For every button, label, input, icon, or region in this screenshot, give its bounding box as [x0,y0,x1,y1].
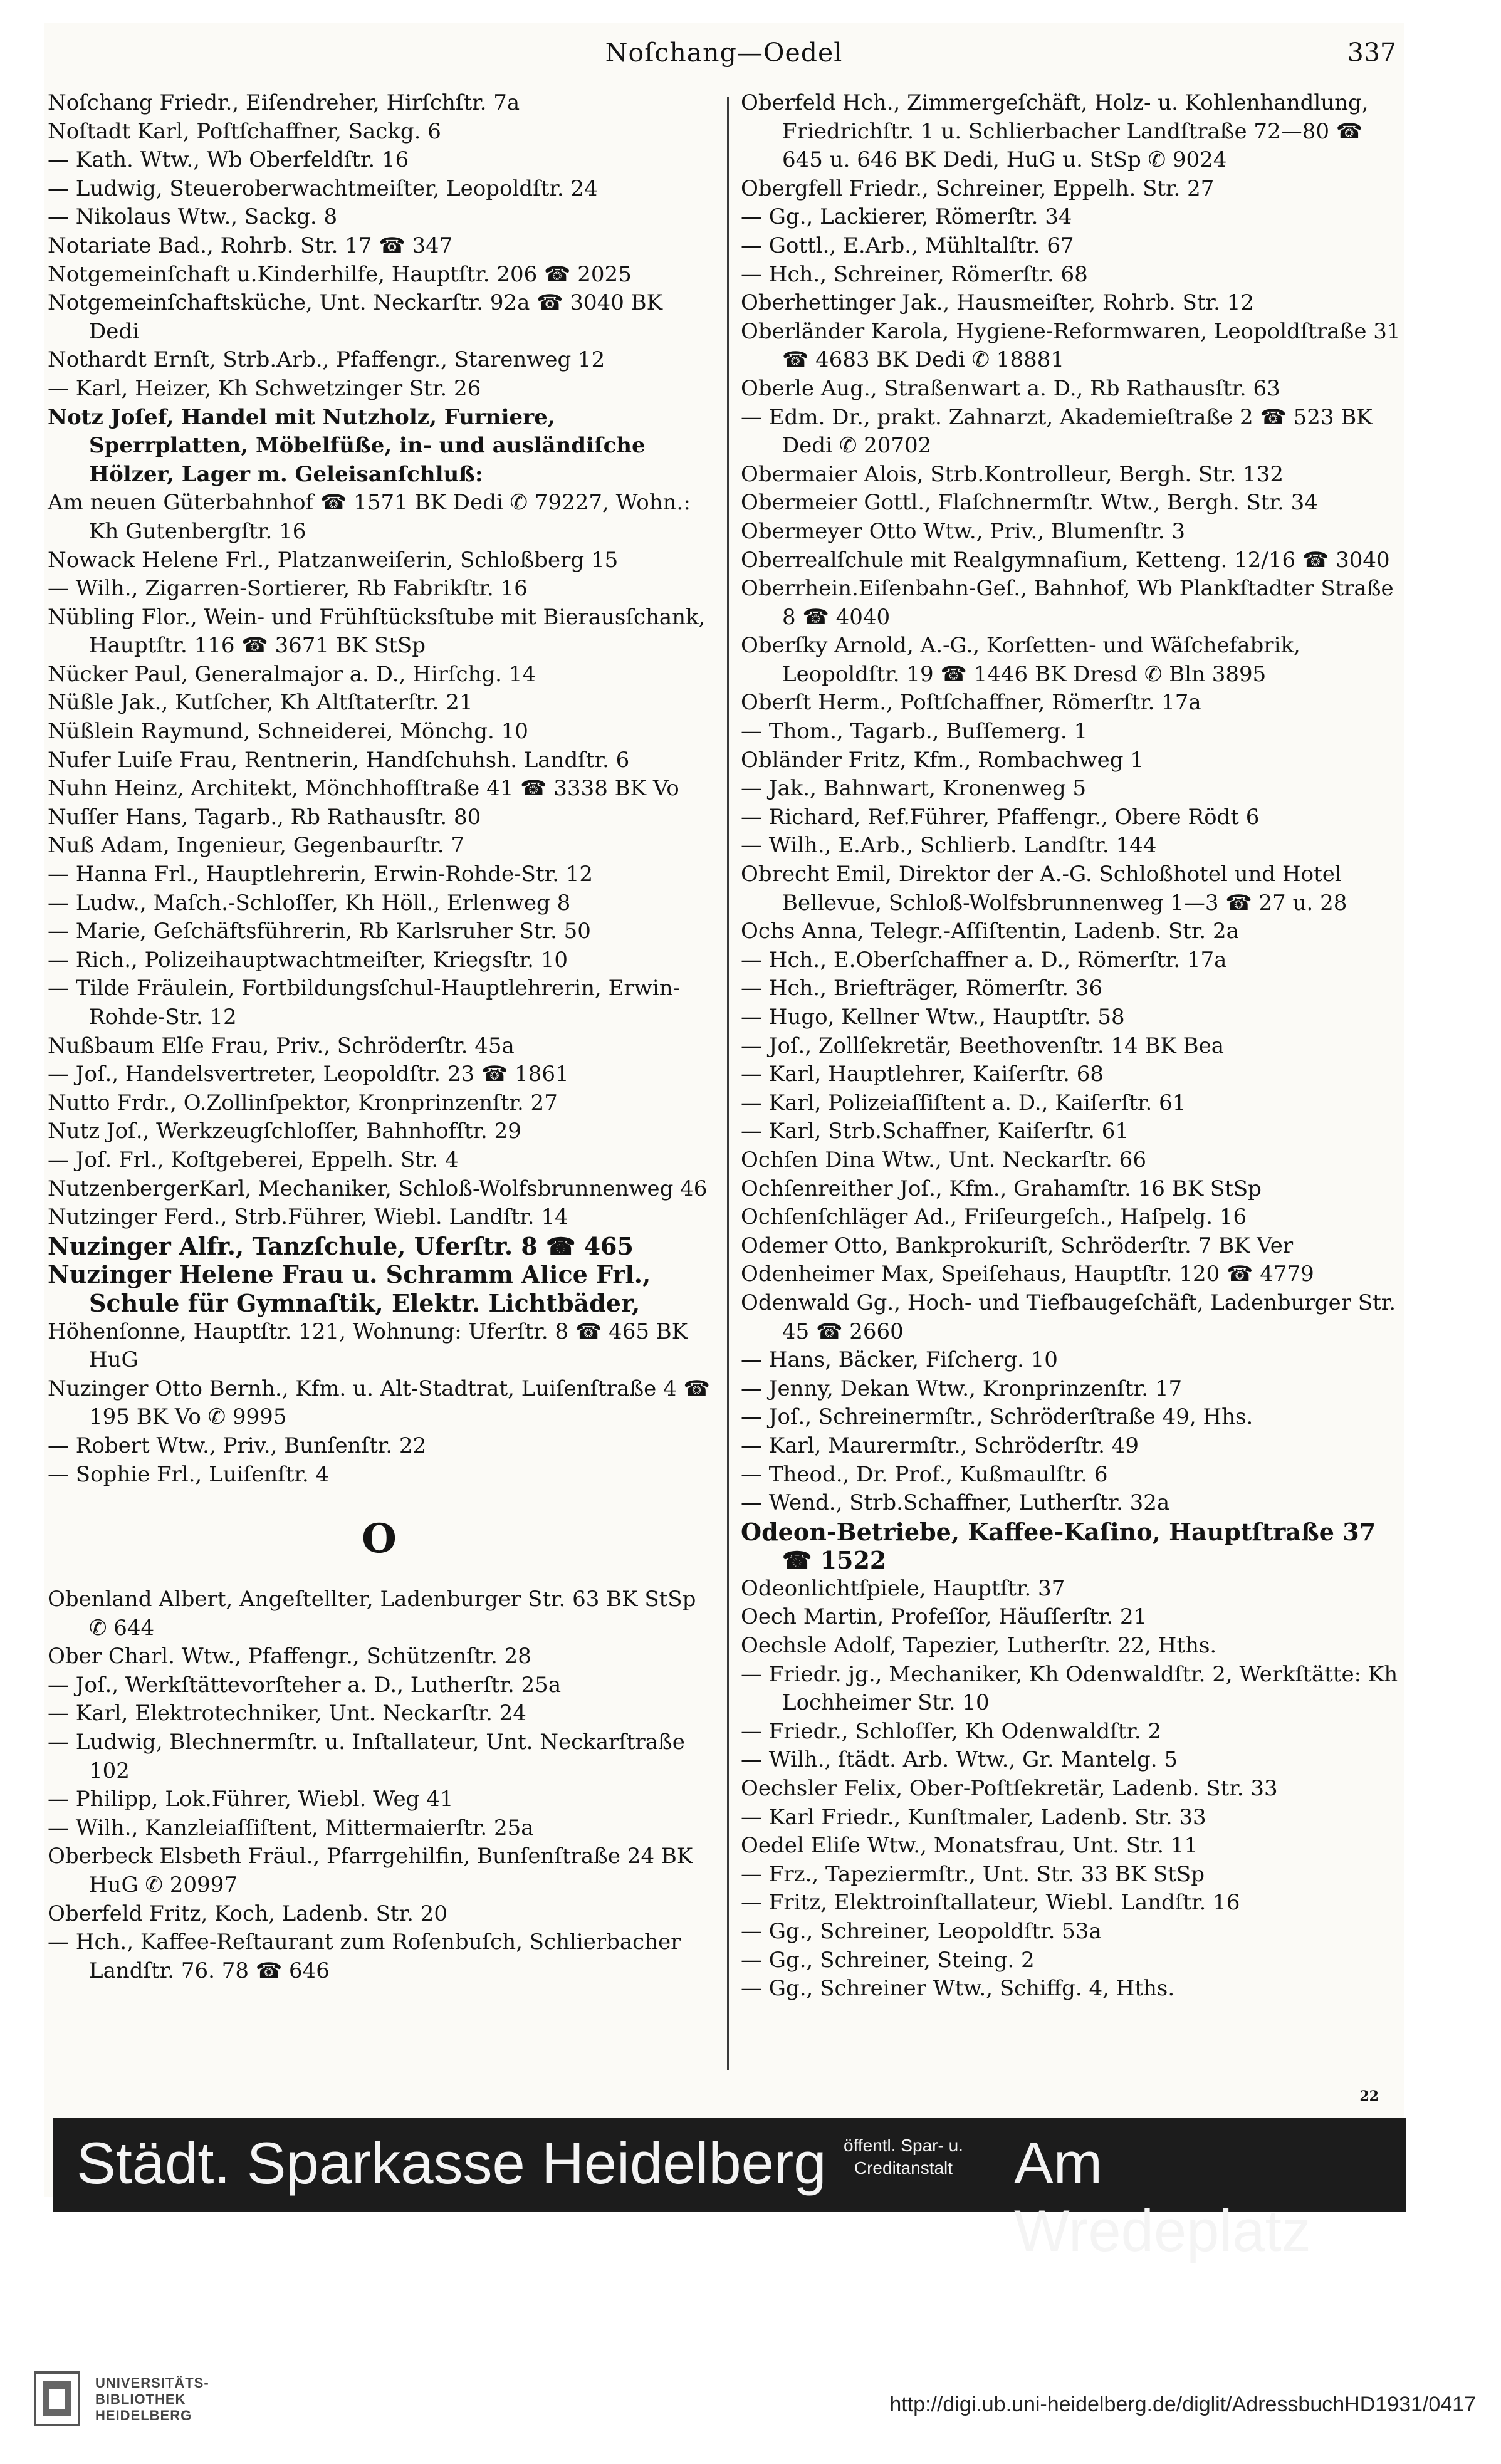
directory-entry: Oberfeld Fritz, Koch, Ladenb. Str. 20 [48,1901,447,1926]
directory-entry: — Rich., Polizeihauptwachtmeiſter, Kriegsſtr. 10 [48,947,568,973]
library-name-line1: UNIVERSITÄTS- [95,2375,209,2391]
directory-entry: Obenland Albert, Angeſtellter, Ladenburger Str. 63 BK StSp ✆ 644 [48,1587,696,1641]
directory-entry: Obergfell Friedr., Schreiner, Eppelh. Str. 27 [741,175,1215,201]
directory-entry: — Robert Wtw., Priv., Bunſenſtr. 22 [48,1433,427,1458]
directory-entry: NutzenbergerKarl, Mechaniker, Schloß-Wolfsbrunnenweg 46 [48,1176,708,1201]
directory-entry: Oberhettinger Jak., Hausmeiſter, Rohrb. Str. 12 [741,290,1254,316]
entries-o [48,1585,711,1985]
directory-entry: — Edm. Dr., prakt. Zahnarzt, Akademieſtraße 2 ☎ 523 BK Dedi ✆ 20702 [741,404,1373,459]
directory-entry: — Hch., Kaffee-Reſtaurant zum Roſenbuſch, Schlierbacher Landſtr. 76. 78 ☎ 646 [48,1929,681,1983]
banner-middle-line1: öffentl. Spar- u. [844,2136,963,2155]
directory-entry: — Wilh., Kanzleiaſſiſtent, Mittermaierſtr. 25a [48,1815,534,1840]
directory-entry: — Gottl., E.Arb., Mühltalſtr. 67 [741,232,1074,258]
banner-middle-text [844,2134,963,2179]
directory-entry: — Wilh., ſtädt. Arb. Wtw., Gr. Mantelg. 5 [741,1747,1178,1773]
directory-entry: Odenwald Gg., Hoch- und Tiefbaugeſchäft, Ladenburger Str. 45 ☎ 2660 [741,1290,1396,1344]
directory-entry: Nußbaum Elſe Frau, Priv., Schröderſtr. 45a [48,1033,515,1058]
directory-entry: Am neuen Güterbahnhof ☎ 1571 BK Dedi ✆ 79227, Wohn.: Kh Gutenbergſtr. 16 [48,490,691,544]
left-column [48,89,711,1985]
directory-entry: Nuß Adam, Ingenieur, Gegenbaurſtr. 7 [48,833,465,859]
directory-entry: Odeonlichtſpiele, Hauptſtr. 37 [741,1575,1065,1601]
library-name-line3: HEIDELBERG [95,2408,192,2423]
directory-entry: Obermeyer Otto Wtw., Priv., Blumenſtr. 3 [741,518,1185,544]
directory-entry: — Hans, Bäcker, Fiſcherg. 10 [741,1347,1058,1373]
library-logo[interactable] [33,2356,209,2438]
directory-entry: — Karl, Maurermſtr., Schröderſtr. 49 [741,1433,1139,1458]
directory-entry: Nüßlein Raymund, Schneiderei, Mönchg. 10 [48,719,528,744]
directory-entry: — Wilh., Zigarren-Sortierer, Rb Fabrikſtr. 16 [48,576,528,602]
banner-right-text: Am Wredeplatz [1014,2130,1311,2263]
directory-entry: Oberſt Herm., Poſtſchaffner, Römerſtr. 17a [741,690,1201,716]
directory-entry: — Fritz, Elektroinſtallateur, Wiebl. Landſtr. 16 [741,1890,1240,1916]
page-title: Noſchang—Oedel [605,38,843,68]
directory-entry: Nothardt Ernſt, Strb.Arb., Pfaffengr., Starenweg 12 [48,347,605,373]
directory-entry: Oberrealſchule mit Realgymnaſium, Ketteng. 12/16 ☎ 3040 [741,547,1390,573]
directory-entry: — Gg., Schreiner Wtw., Schiffg. 4, Hths. [741,1976,1175,2002]
directory-entry: — Hch., Schreiner, Römerſtr. 68 [741,261,1088,287]
directory-entry: Obermaier Alois, Strb.Kontrolleur, Bergh. Str. 132 [741,461,1284,487]
directory-entry: — Kath. Wtw., Wb Oberfeldſtr. 16 [48,147,409,173]
directory-entry: — Joſ., Zollſekretär, Beethovenſtr. 14 BK Bea [741,1033,1225,1058]
directory-entry: Obrecht Emil, Direktor der A.-G. Schloßhotel und Hotel Bellevue, Schloß-Wolfsbrunnenweg 1—3 ☎ 27 u. 28 [741,862,1347,916]
directory-entry: Nutz Joſ., Werkzeugſchloſſer, Bahnhofſtr. 29 [48,1119,521,1144]
directory-entry: — Friedr. jg., Mechaniker, Kh Odenwaldſtr. 2, Werkſtätte: Kh Lochheimer Str. 10 [741,1661,1398,1716]
banner-middle-line2: Creditanstalt [854,2158,953,2178]
directory-entry: Oberrhein.Eiſenbahn-Geſ., Bahnhof, Wb Plankſtadter Straße 8 ☎ 4040 [741,576,1394,630]
directory-entry: Ochſenſchläger Ad., Friſeurgeſch., Haſpelg. 16 [741,1204,1247,1230]
directory-entry: Nutzinger Ferd., Strb.Führer, Wiebl. Landſtr. 14 [48,1204,568,1230]
directory-entry: — Hanna Frl., Hauptlehrerin, Erwin-Rohde-Str. 12 [48,862,594,887]
directory-entry: Nücker Paul, Generalmajor a. D., Hirſchg. 14 [48,661,536,687]
directory-entry: — Ludw., Maſch.-Schloſſer, Kh Höll., Erlenweg 8 [48,890,571,916]
directory-entry: Nuzinger Otto Bernh., Kfm. u. Alt-Stadtrat, Luiſenſtraße 4 ☎ 195 BK Vo ✆ 9995 [48,1376,710,1430]
page-header [44,34,1404,78]
directory-entry: Notgemeinſchaft u.Kinderhilfe, Hauptſtr. 206 ☎ 2025 [48,261,632,287]
library-name-line2: BIBLIOTHEK [95,2391,186,2407]
directory-entry: — Joſ. Frl., Koſtgeberei, Eppelh. Str. 4 [48,1147,459,1172]
directory-entry: — Tilde Fräulein, Fortbildungsſchul-Hauptlehrerin, Erwin-Rohde-Str. 12 [48,976,681,1030]
directory-entry: Höhenſonne, Hauptſtr. 121, Wohnung: Uferſtr. 8 ☎ 465 BK HuG [48,1318,688,1373]
directory-entry: — Joſ., Werkſtättevorſteher a. D., Lutherſtr. 25a [48,1672,562,1698]
directory-entry: — Gg., Schreiner, Leopoldſtr. 53a [741,1919,1102,1944]
directory-entry: — Hugo, Kellner Wtw., Hauptſtr. 58 [741,1005,1125,1030]
directory-entry: — Gg., Lackierer, Römerſtr. 34 [741,204,1072,230]
directory-entry: — Karl, Strb.Schaffner, Kaiſerſtr. 61 [741,1119,1129,1144]
directory-entry: — Ludwig, Blechnermſtr. u. Inſtallateur, Unt. Neckarſtraße 102 [48,1730,685,1783]
directory-entry: Oechsler Felix, Ober-Poſtſekretär, Ladenb. Str. 33 [741,1776,1278,1802]
directory-entry: — Hch., Briefträger, Römerſtr. 36 [741,976,1103,1001]
directory-entry: — Karl Friedr., Kunſtmaler, Ladenb. Str. 33 [741,1804,1206,1830]
directory-entry: — Gg., Schreiner, Steing. 2 [741,1947,1035,1973]
directory-entry: — Ludwig, Steueroberwachtmeiſter, Leopoldſtr. 24 [48,175,598,201]
directory-entry: — Wend., Strb.Schaffner, Lutherſtr. 32a [741,1490,1170,1516]
directory-entry: Oedel Eliſe Wtw., Monatsfrau, Unt. Str. 11 [741,1833,1198,1859]
directory-entry: — Karl, Heizer, Kh Schwetzinger Str. 26 [48,375,481,401]
directory-entry: Nuſſer Hans, Tagarb., Rb Rathausſtr. 80 [48,804,481,830]
directory-entry: Oberbeck Elsbeth Fräul., Pfarrgehilfin, Bunſenſtraße 24 BK HuG ✆ 20997 [48,1844,693,1898]
directory-entry: Obländer Fritz, Kfm., Rombachweg 1 [741,747,1144,773]
directory-entry: Oberſky Arnold, A.-G., Korſetten- und Wäſchefabrik, Leopoldſtr. 19 ☎ 1446 BK Dresd ✆ Bln 3895 [741,633,1300,687]
directory-entry: Nüßle Jak., Kutſcher, Kh Altſtaterſtr. 21 [48,690,473,716]
directory-entry: Ober Charl. Wtw., Pfaffengr., Schützenſtr. 28 [48,1644,531,1669]
directory-entry: — Joſ., Schreinermſtr., Schröderſtraße 49, Hhs. [741,1404,1253,1430]
directory-entry: — Jenny, Dekan Wtw., Kronprinzenſtr. 17 [741,1376,1183,1401]
directory-entry: — Karl, Polizeiaſſiſtent a. D., Kaiſerſtr. 61 [741,1090,1186,1115]
page-number: 337 [1347,38,1396,68]
library-name [95,2375,258,2424]
directory-entry: Notz Joſef, Handel mit Nutzholz, Furniere, Sperrplatten, Möbelfüße, in- und ausländiſche Hölzer, Lager m. Geleisanſchluß: [48,404,646,487]
directory-entry: — Nikolaus Wtw., Sackg. 8 [48,204,338,230]
directory-entry: Notariate Bad., Rohrb. Str. 17 ☎ 347 [48,232,453,258]
directory-entry: Nuhn Heinz, Architekt, Mönchhofſtraße 41 ☎ 3338 BK Vo [48,776,679,801]
directory-entry: Nübling Flor., Wein- und Frühſtücksſtube mit Bierausſchank, Hauptſtr. 116 ☎ 3671 BK StSp [48,604,706,659]
directory-entry: — Jak., Bahnwart, Kronenweg 5 [741,776,1087,801]
directory-entry: — Friedr., Schloſſer, Kh Odenwaldſtr. 2 [741,1718,1162,1744]
directory-entry: — Philipp, Lok.Führer, Wiebl. Weg 41 [48,1787,454,1812]
directory-entry: — Theod., Dr. Prof., Kußmaulſtr. 6 [741,1461,1108,1487]
directory-entry: — Thom., Tagarb., Buſſemerg. 1 [741,719,1088,744]
directory-entry: Odeon-Betriebe, Kaffee-Kaſino, Hauptſtraße 37 ☎ 1522 [741,1517,1376,1575]
directory-entry: — Marie, Geſchäftsführerin, Rb Karlsruher Str. 50 [48,919,591,944]
source-url[interactable]: http://digi.ub.uni-heidelberg.de/diglit/AdressbuchHD1931/0417 [889,2393,1476,2416]
directory-entry: — Sophie Frl., Luiſenſtr. 4 [48,1461,330,1487]
directory-entry: — Joſ., Handelsvertreter, Leopoldſtr. 23 ☎ 1861 [48,1062,569,1087]
directory-entry: Ochſenreither Joſ., Kfm., Grahamſtr. 16 BK StSp [741,1176,1262,1201]
directory-entry: — Hch., E.Oberſchaffner a. D., Römerſtr. 17a [741,947,1227,973]
library-seal-icon [33,2370,81,2428]
directory-entry: Nuzinger Helene Frau u. Schramm Alice Frl., Schule für Gymnaſtik, Elektr. Lichtbäder, [48,1260,651,1317]
entries-right [741,89,1404,2003]
directory-entry: Oechsle Adolf, Tapezier, Lutherſtr. 22, Hths. [741,1633,1217,1659]
directory-entry: Noſtadt Karl, Poſtſchaffner, Sackg. 6 [48,118,441,144]
sheet-number: 22 [1359,2088,1379,2104]
column-divider [727,97,729,2070]
banner-left-text: Städt. Sparkasse Heidelberg [76,2130,827,2196]
directory-entry: Odemer Otto, Bankprokuriſt, Schröderſtr. 7 BK Ver [741,1233,1294,1258]
directory-entry: — Wilh., E.Arb., Schlierb. Landſtr. 144 [741,833,1157,859]
directory-entry: Notgemeinſchaftsküche, Unt. Neckarſtr. 92a ☎ 3040 BK Dedi [48,290,663,344]
advertisement-banner [53,2118,1406,2263]
directory-entry: Oberländer Karola, Hygiene-Reformwaren, Leopoldſtraße 31 ☎ 4683 BK Dedi ✆ 18881 [741,318,1401,373]
directory-entry: Odenheimer Max, Speiſehaus, Hauptſtr. 120 ☎ 4779 [741,1261,1314,1287]
entries-n [48,89,711,1489]
directory-entry: Nowack Helene Frl., Platzanweiſerin, Schloßberg 15 [48,547,619,573]
right-column [741,89,1404,2003]
directory-entry: Nufer Luiſe Frau, Rentnerin, Handſchuhsh. Landſtr. 6 [48,747,630,773]
directory-page [44,23,1404,2197]
directory-entry: Noſchang Friedr., Eiſendreher, Hirſchſtr. 7a [48,90,520,115]
directory-entry: Oberfeld Hch., Zimmergeſchäft, Holz- u. Kohlenhandlung, Friedrichſtr. 1 u. Schlierbacher Landſtraße 72—80 ☎ 645 u. 646 BK Dedi, HuG u. StSp ✆ 9024 [741,90,1369,173]
directory-entry: — Karl, Elektrotechniker, Unt. Neckarſtr. 24 [48,1701,526,1726]
directory-entry: Ochs Anna, Telegr.-Aſſiſtentin, Ladenb. Str. 2a [741,919,1239,944]
directory-entry: — Frz., Tapeziermſtr., Unt. Str. 33 BK StSp [741,1861,1205,1887]
directory-entry: Ochſen Dina Wtw., Unt. Neckarſtr. 66 [741,1147,1146,1172]
directory-entry: Obermeier Gottl., Flaſchnermſtr. Wtw., Bergh. Str. 34 [741,490,1318,516]
section-letter-o: O [362,1515,397,1563]
directory-entry: Nutto Frdr., O.Zollinſpektor, Kronprinzenſtr. 27 [48,1090,558,1115]
directory-entry: Nuzinger Alfr., Tanzſchule, Uferſtr. 8 ☎ 465 [48,1231,634,1260]
directory-entry: — Karl, Hauptlehrer, Kaiſerſtr. 68 [741,1062,1104,1087]
directory-entry: Oberle Aug., Straßenwart a. D., Rb Rathausſtr. 63 [741,375,1280,401]
directory-entry: Oech Martin, Profeſſor, Häuſſerſtr. 21 [741,1604,1148,1630]
directory-entry: — Richard, Ref.Führer, Pfaffengr., Obere Rödt 6 [741,804,1260,830]
